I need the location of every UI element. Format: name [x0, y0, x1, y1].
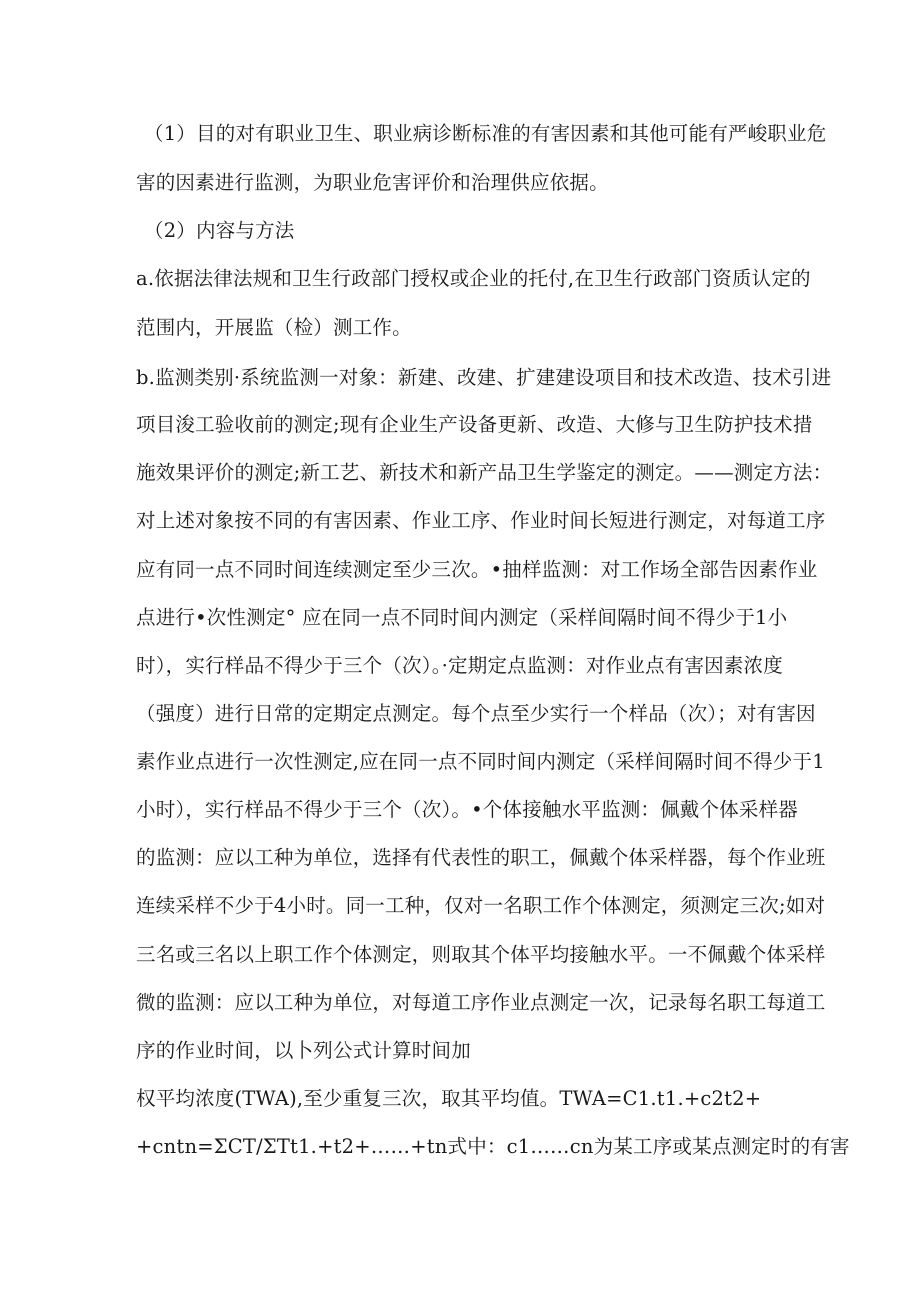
text-line-2: 害的因素进行监测，为职业危害评价和治理供应依据。 [136, 171, 609, 194]
text-line-17: 连续采样不少于4小时。同一工种，仅对一名职工作个体测定，须测定三次;如对 [136, 894, 826, 917]
text-line-7: 项目浚工验收前的测定;现有企业生产设备更新、改造、大修与卫生防护技术措 [136, 413, 813, 436]
text-line-3: （2）内容与方法 [144, 219, 295, 242]
text-line-9: 对上述对象按不同的有害因素、作业工序、作业时间长短进行测定，对每道工序 [136, 509, 826, 532]
text-line-13: （强度）进行日常的定期定点测定。每个点至少实行一个样品（次）；对有害因 [136, 702, 816, 725]
text-line-11: 点进行•次性测定° 应在同一点不同时间内测定（采样间隔时间不得少于1小 [136, 606, 788, 629]
text-line-16: 的监测：应以工种为单位，选择有代表性的职工，佩戴个体采样器，每个作业班 [136, 846, 826, 869]
text-line-15: 小时），实行样品不得少于三个（次）。•个体接触水平监测：佩戴个体采样器 [136, 798, 799, 821]
text-line-6: b.监测类别·系统监测一对象：新建、改建、扩建建设项目和技术改造、技术引进 [136, 366, 832, 389]
text-line-18: 三名或三名以上职工作个体测定，则取其个体平均接触水平。一不佩戴个体采样 [136, 943, 826, 966]
text-line-20: 序的作业时间，以卜列公式计算时间加 [136, 1039, 471, 1062]
text-line-10: 应有同一点不同时间连续测定至少三次。•抽样监测：对工作场全部告因素作业 [136, 558, 818, 581]
text-line-1: （1）目的对有职业卫生、职业病诊断标准的有害因素和其他可能有严峻职业危 [144, 122, 827, 145]
text-line-4: a.依据法律法规和卫生行政部门授权或企业的托付,在卫生行政部门资质认定的 [136, 267, 811, 290]
text-line-19: 微的监测：应以工种为单位，对每道工序作业点测定一次，记录每名职工每道工 [136, 991, 826, 1014]
text-line-21: 权平均浓度(TWA),至少重复三次，取其平均值。TWA=C1.t1.+c2t2+ [136, 1087, 762, 1110]
text-line-22: +cntn=ΣCT/ΣTt1.+t2+……+tn式中：c1……cn为某工序或某点测定时的有害 [136, 1135, 850, 1158]
text-line-14: 素作业点进行一次性测定,应在同一点不同时间内测定（采样间隔时间不得少于1 [136, 750, 825, 773]
text-line-5: 范围内，开展监（检）测工作。 [136, 316, 412, 339]
text-line-8: 施效果评价的测定;新工艺、新技术和新产品卫生学鉴定的测定。——测定方法： [136, 461, 833, 484]
text-line-12: 时），实行样品不得少于三个（次）。·定期定点监测：对作业点有害因素浓度 [136, 654, 783, 677]
